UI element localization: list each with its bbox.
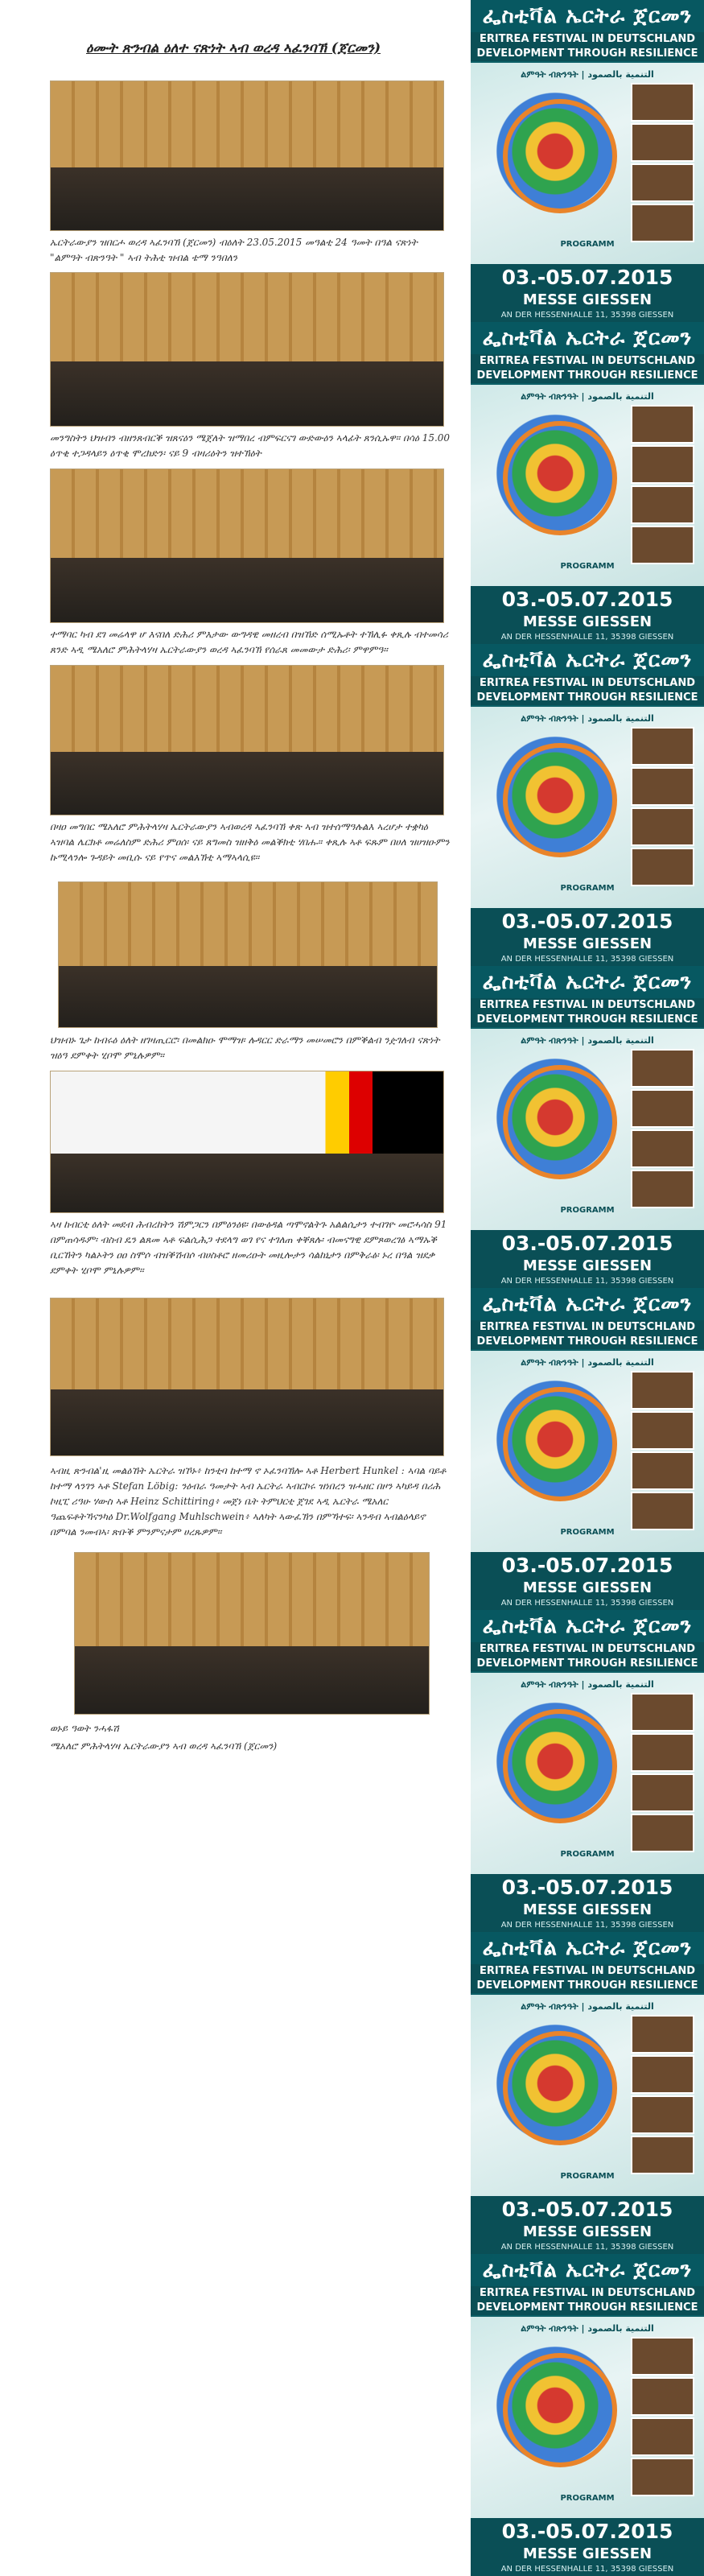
- poster-subtitle: ERITREA FESTIVAL IN DEUTSCHLAND: [471, 354, 704, 369]
- poster-theme: DEVELOPMENT THROUGH RESILIENCE: [471, 1979, 704, 1993]
- poster-subtitle: ERITREA FESTIVAL IN DEUTSCHLAND: [471, 1642, 704, 1657]
- ring-icon: [503, 421, 617, 535]
- poster-photo: [631, 1170, 694, 1208]
- poster-artwork: [471, 2317, 704, 2518]
- poster-program-label: PROGRAMM: [560, 1850, 615, 1859]
- poster-address: AN DER HESSENHALLE 11, 35398 GIESSEN: [471, 953, 704, 966]
- article-photo-7: [50, 1298, 444, 1456]
- poster-photo: [631, 2417, 694, 2456]
- poster-venue: MESSE GIESSEN: [471, 935, 704, 953]
- poster-program-label: PROGRAMM: [560, 562, 615, 571]
- poster-artwork: [471, 1029, 704, 1230]
- poster-subtitle: ERITREA FESTIVAL IN DEUTSCHLAND: [471, 1964, 704, 1979]
- poster-banner: ልምዓት ብጽንዓት | التنمية بالصمود: [521, 1035, 654, 1046]
- poster-photo: [631, 1089, 694, 1128]
- poster-artwork: [471, 385, 704, 586]
- poster-theme: DEVELOPMENT THROUGH RESILIENCE: [471, 2301, 704, 2315]
- poster-date: 03.-05.07.2015: [471, 586, 704, 613]
- poster-title: ፌስቲቫል ኤርትራ ጀርመን: [471, 644, 704, 676]
- poster-banner: ልምዓት ብጽንዓት | التنمية بالصمود: [521, 1679, 654, 1690]
- poster-banner: ልምዓት ብጽንዓት | التنمية بالصمود: [521, 2323, 654, 2334]
- poster-photo: [631, 2095, 694, 2134]
- poster-program-label: PROGRAMM: [560, 1528, 615, 1537]
- poster-title: ፌስቲቫል ኤርትራ ጀርመን: [471, 966, 704, 998]
- poster-title: ፌስቲቫል ኤርትራ ጀርመን: [471, 1288, 704, 1320]
- poster-photo: [631, 2377, 694, 2416]
- festival-poster-3[interactable]: [471, 644, 704, 966]
- article-photo-8: [74, 1552, 430, 1715]
- poster-theme: DEVELOPMENT THROUGH RESILIENCE: [471, 1335, 704, 1349]
- ring-icon: [503, 2031, 617, 2145]
- poster-photo: [631, 767, 694, 806]
- poster-photo: [631, 1371, 694, 1410]
- article-photo-4: [50, 665, 444, 815]
- poster-artwork: [471, 63, 704, 264]
- poster-date: 03.-05.07.2015: [471, 1230, 704, 1257]
- poster-theme: DEVELOPMENT THROUGH RESILIENCE: [471, 691, 704, 705]
- poster-photo: [631, 1411, 694, 1450]
- poster-venue: MESSE GIESSEN: [471, 2223, 704, 2241]
- article-photo-1: [50, 80, 444, 231]
- festival-poster-column: [471, 0, 704, 2574]
- poster-banner: ልምዓት ብጽንዓት | التنمية بالصمود: [521, 713, 654, 724]
- poster-subtitle: ERITREA FESTIVAL IN DEUTSCHLAND: [471, 998, 704, 1013]
- poster-photo: [631, 445, 694, 484]
- article-photo-2: [50, 272, 444, 427]
- poster-subtitle: ERITREA FESTIVAL IN DEUTSCHLAND: [471, 2286, 704, 2301]
- poster-address: AN DER HESSENHALLE 11, 35398 GIESSEN: [471, 2241, 704, 2254]
- poster-artwork: [471, 1351, 704, 1552]
- article-caption-6: ኣዛ ከብርቲ ዕለት መደብ ሕብረከትን ሽምጋርን በምዕንዕዩ፡ በውፅዳል ጣሞኖልትጉ አልልሲታን ተብገዮ መሮሓሳስ 91 በምጠሳዱም፡ ብስብ ዴን ልጸመ ኣቶ ፍልሲሕጋ ተደላግ ወገ የና ተገለጠ ቀቐጸሉ፡ ብመናግዊ ደምጾወረገፅ ኣማኡቕ ቢርኸትን ካልኦትን ዐዐ ስሞሶ ብዝቕሽብሶ ብሀስቶሮ ዘመሪዑት መዚሎታን ሳልከኒታን በምቅራፅ፡ ኑረ በዓል ዝደቃ ደምቀት ሂቦሞ ምኒሉዎም።: [50, 1219, 447, 1276]
- poster-artwork: [471, 707, 704, 908]
- poster-title: ፌስቲቫል ኤርትራ ጀርመን: [471, 1610, 704, 1642]
- poster-artwork: [471, 1673, 704, 1874]
- ring-icon: [503, 1065, 617, 1179]
- article-caption-5: ህዝብኑ ጌታ ከብሩዕ ዕለት ዘገዛጢርሮ፡ በመልክዑ ሞማዝ፡ ሉዳርር ድራማን መሠመሮን በምቕልብ ንዽገለብ ናጽነት ዝዕዓ ደምቀት ሂቦሞ ምኒሉዎም።: [50, 1034, 440, 1061]
- article-caption-2: መንግስትን ህዝብን ብዘንጸብርቕ ዝጸናዕን ሜጀለት ዝማበረ ብምፍርናገ ውድውዕን ኣላፊት ጸንሲኡዋ። በሳዕ 15.00 ዕጥቂ ተጋዳላይን ዕጥቂ ሞረክድን፡ ናይ 9 ብዛሪዕትን ዝተኽዕት: [50, 432, 451, 459]
- poster-address: AN DER HESSENHALLE 11, 35398 GIESSEN: [471, 2563, 704, 2576]
- poster-photo: [631, 2458, 694, 2496]
- poster-date: 03.-05.07.2015: [471, 1552, 704, 1579]
- poster-photo: [631, 1049, 694, 1088]
- poster-photo: [631, 1451, 694, 1490]
- festival-poster-6[interactable]: [471, 1610, 704, 1932]
- poster-address: AN DER HESSENHALLE 11, 35398 GIESSEN: [471, 1919, 704, 1932]
- article-caption-8: ወኑይ ዓወት ንሓፋሽ: [50, 1723, 119, 1734]
- poster-program-label: PROGRAMM: [560, 2172, 615, 2181]
- poster-date: 03.-05.07.2015: [471, 908, 704, 935]
- ring-icon: [503, 1387, 617, 1501]
- poster-venue: MESSE GIESSEN: [471, 1579, 704, 1597]
- poster-address: AN DER HESSENHALLE 11, 35398 GIESSEN: [471, 631, 704, 644]
- article-photo-3: [50, 469, 444, 623]
- article-caption-4: በዛዐ መግበር ሜአለሮ ምሕትላሃዛ ኤርትራውያን ኣብወረዳ ኣፈንባኽ ቀጽ ኣብ ዝተሰማዓሉልእ ኣረሆታ ተቋካዕ ኣዝባል ሌርክቶ መሬለስም ድሕሪ ምዐሰ፡ ናይ ጸግመስ ዝዘቅዕ መልቕክቲ ሃበሑ። ቀጺሉ ኣቶ ፍጹም በሀለ ዝሀዝዑምን ኩሚላንሎ ጉዳይት መቢሱ ናይ የጥና መልእኽቲ ኣማኣላሲዩ።: [50, 821, 450, 863]
- poster-photo: [631, 1693, 694, 1732]
- poster-subtitle: ERITREA FESTIVAL IN DEUTSCHLAND: [471, 1320, 704, 1335]
- poster-photo: [631, 83, 694, 122]
- poster-venue: MESSE GIESSEN: [471, 1901, 704, 1919]
- poster-photo: [631, 727, 694, 766]
- poster-title: ፌስቲቫል ኤርትራ ጀርመን: [471, 2254, 704, 2286]
- poster-photo: [631, 1814, 694, 1852]
- poster-venue: MESSE GIESSEN: [471, 291, 704, 309]
- poster-date: 03.-05.07.2015: [471, 264, 704, 291]
- poster-photo: [631, 2337, 694, 2376]
- poster-theme: DEVELOPMENT THROUGH RESILIENCE: [471, 1657, 704, 1671]
- poster-venue: MESSE GIESSEN: [471, 1257, 704, 1275]
- poster-subtitle: ERITREA FESTIVAL IN DEUTSCHLAND: [471, 32, 704, 47]
- ring-icon: [503, 99, 617, 213]
- festival-poster-8[interactable]: [471, 2254, 704, 2576]
- article-caption-9: ሜአለሮ ምሕትላሃዛ ኤርትራውያን ኣብ ወረዳ ኣፈንባኽ (ጀርመን): [50, 1740, 278, 1752]
- poster-theme: DEVELOPMENT THROUGH RESILIENCE: [471, 1013, 704, 1027]
- poster-photo: [631, 2136, 694, 2174]
- poster-banner: ልምዓት ብጽንዓት | التنمية بالصمود: [521, 391, 654, 402]
- poster-banner: ልምዓት ብጽንዓት | التنمية بالصمود: [521, 1357, 654, 1368]
- article-caption-3: ተማባር ካብ ደገ መሬላዋ ሆ እናበለ ድሕሪ ምእታው ውግዳዊ መዘረብ በዝኸድ ሰሚኡቶት ተኽሊፉ ቀጺሉ ብተመሳሪ ጸንድ ኣዲ ሜአለሮ ምሕትላሃዛ ኤርትራውያን ወረዳ ኣፈንባኽ የሰራጸ መመውታ ድሕሪ፡ ምዋምዓ።: [50, 629, 448, 655]
- poster-photo: [631, 848, 694, 886]
- poster-photo: [631, 405, 694, 444]
- poster-photo: [631, 204, 694, 242]
- poster-photo: [631, 1733, 694, 1772]
- poster-venue: MESSE GIESSEN: [471, 613, 704, 631]
- poster-program-label: PROGRAMM: [560, 2494, 615, 2503]
- poster-photo: [631, 1492, 694, 1530]
- poster-program-label: PROGRAMM: [560, 240, 615, 249]
- poster-photo: [631, 2015, 694, 2054]
- poster-title: ፌስቲቫል ኤርትራ ጀርመን: [471, 0, 704, 32]
- poster-photo: [631, 1129, 694, 1168]
- poster-artwork: [471, 1995, 704, 2196]
- article-title: ዕሙት ጽንብል ዕለተ ናጽነት ኣብ ወረዳ ኣፈንባኽ (ጀርመን): [86, 40, 381, 56]
- poster-date: 03.-05.07.2015: [471, 2518, 704, 2545]
- festival-poster-4[interactable]: [471, 966, 704, 1288]
- poster-banner: ልምዓት ብጽንዓት | التنمية بالصمود: [521, 2001, 654, 2012]
- poster-photo: [631, 807, 694, 846]
- article-photo-5: [58, 881, 438, 1028]
- article-caption-7: ኣብዚ ጽንብል'ዚ መልዕኸት ኤርትራ ዝኾኑ፥ ከንቲባ ከተማ ኖ ኦፈንባኽሎ ኣቶ Herbert Hunkel : ኣባል ባይቶ ከተማ ላንገን ኣቶ Stefan Löbig: ንዕብራ ዓመታት ኣብ ኤርትራ ኣብርኮሩ ዝነበረን ዝሓዘር በዞን ኣካይዳ በሪሕ ኮዚፒ ሪዓሁ ሃውስ ኣቶ Heinz Schittiring፥ መጀነ ቤት ትምህርቲ ጀገደ ኣዲ ኤርትራ ሜአለር ዓጨፍቶትኻናንካዕ Dr.Wolfgang Muhlschwein፥ ኣለካት ኣውፈኽን በምኻተፍ፡ ኣንዳብ ኣብልዕላይኖ በምባል ንመብኣ፡ ጽቡቕ ምንምናታም ሀረጹዎም።: [50, 1465, 447, 1538]
- article-photo-6: [50, 1071, 444, 1213]
- poster-photo: [631, 123, 694, 162]
- poster-banner: ልምዓት ብጽንዓት | التنمية بالصمود: [521, 69, 654, 80]
- poster-photo: [631, 2055, 694, 2094]
- poster-photo: [631, 1773, 694, 1812]
- poster-address: AN DER HESSENHALLE 11, 35398 GIESSEN: [471, 1597, 704, 1610]
- poster-program-label: PROGRAMM: [560, 884, 615, 893]
- ring-icon: [503, 743, 617, 857]
- poster-theme: DEVELOPMENT THROUGH RESILIENCE: [471, 369, 704, 383]
- poster-title: ፌስቲቫል ኤርትራ ጀርመን: [471, 322, 704, 354]
- poster-photo: [631, 485, 694, 524]
- article-caption-1: ኤርትራውያን ዝበርሖ ወረዳ ኣፈንባኽ (ጀርመን) ብዕለት 23.05.2015 መዓልቲ 24 ዓመት በዓል ናጽነት "ልምዓት ብጽንዓት " ኣብ ትሕቲ ዝብል ቴማ ንዓበለን: [50, 237, 418, 263]
- poster-address: AN DER HESSENHALLE 11, 35398 GIESSEN: [471, 1275, 704, 1288]
- poster-photo: [631, 526, 694, 564]
- festival-poster-5[interactable]: [471, 1288, 704, 1610]
- festival-poster-2[interactable]: [471, 322, 704, 644]
- poster-program-label: PROGRAMM: [560, 1206, 615, 1215]
- poster-venue: MESSE GIESSEN: [471, 2545, 704, 2563]
- poster-date: 03.-05.07.2015: [471, 2196, 704, 2223]
- poster-subtitle: ERITREA FESTIVAL IN DEUTSCHLAND: [471, 676, 704, 691]
- ring-icon: [503, 1709, 617, 1823]
- poster-theme: DEVELOPMENT THROUGH RESILIENCE: [471, 47, 704, 61]
- poster-photo: [631, 163, 694, 202]
- poster-title: ፌስቲቫል ኤርትራ ጀርመን: [471, 1932, 704, 1964]
- poster-address: AN DER HESSENHALLE 11, 35398 GIESSEN: [471, 309, 704, 322]
- festival-poster-7[interactable]: [471, 1932, 704, 2254]
- festival-poster-1[interactable]: [471, 0, 704, 322]
- poster-date: 03.-05.07.2015: [471, 1874, 704, 1901]
- ring-icon: [503, 2353, 617, 2467]
